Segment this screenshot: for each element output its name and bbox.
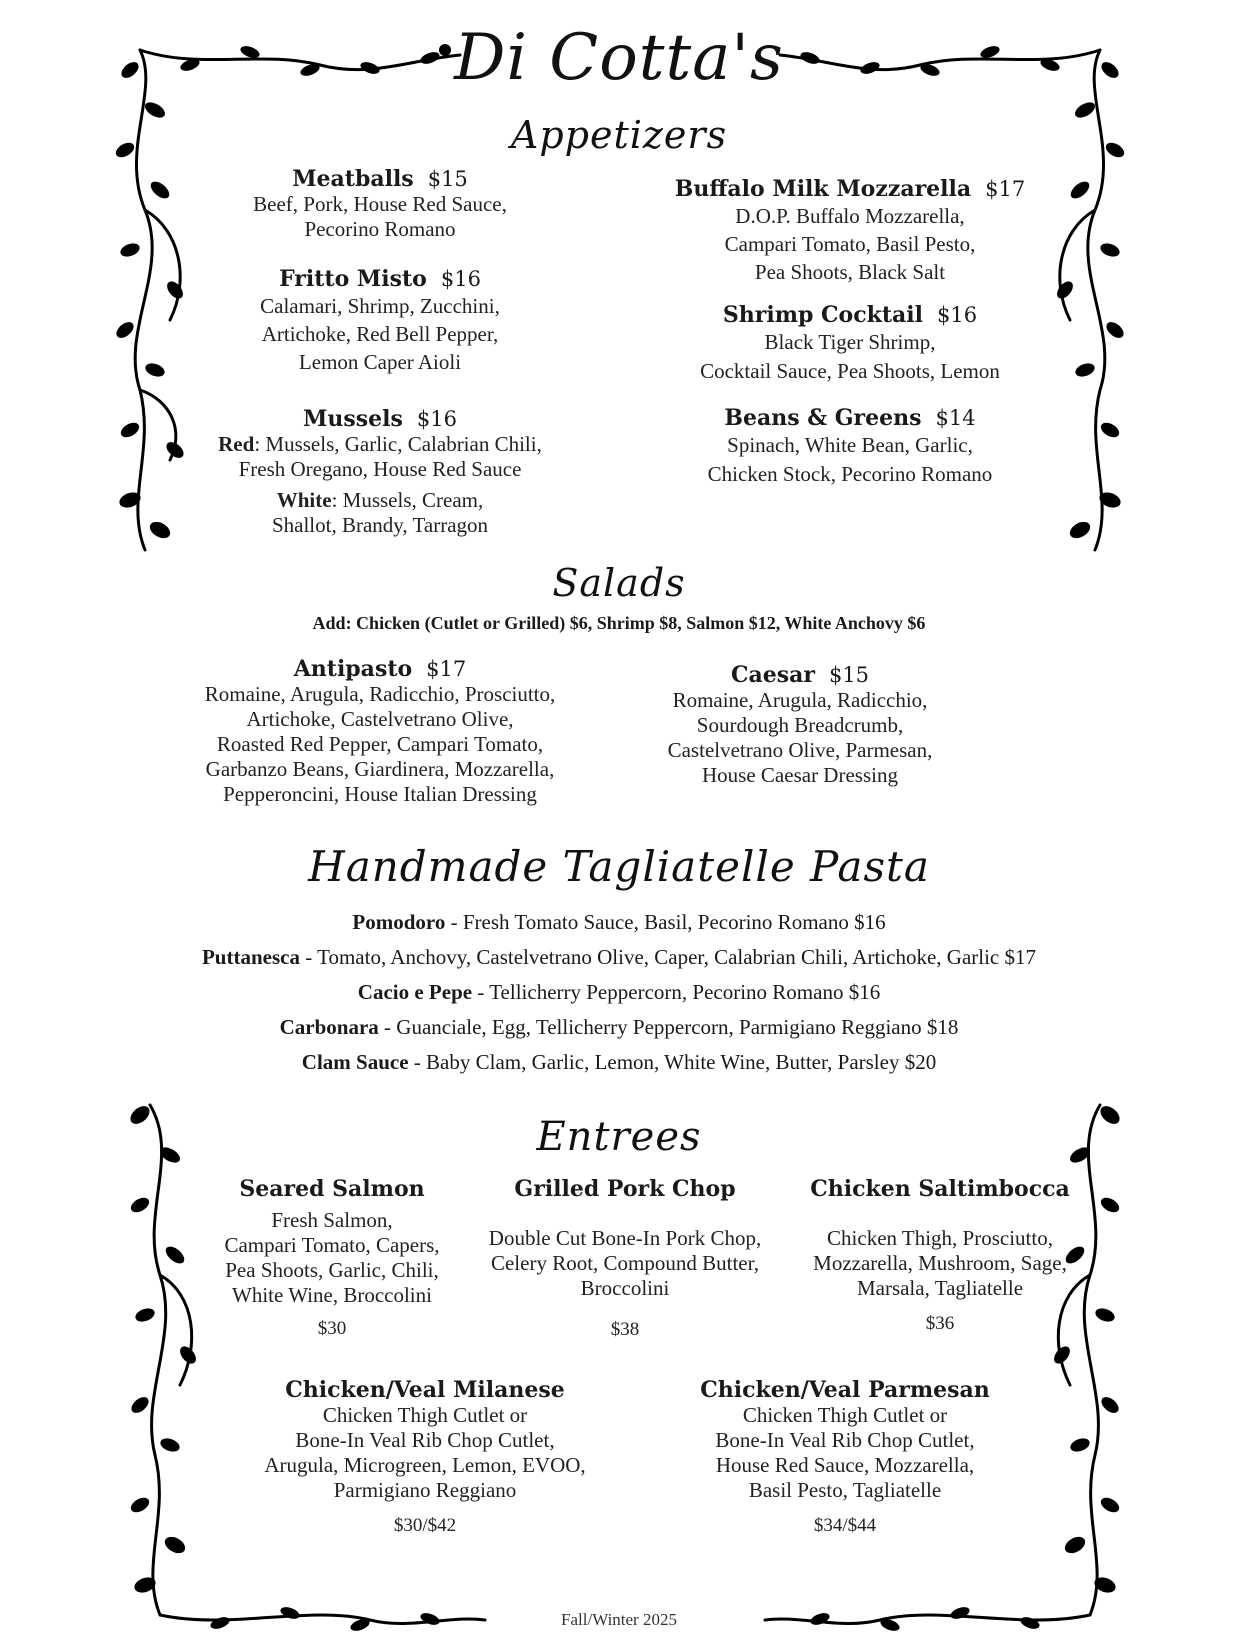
mussels-white-label: White bbox=[276, 488, 332, 512]
item-price: $16 bbox=[440, 267, 481, 291]
item-price: $16 bbox=[416, 407, 457, 431]
item-name: Mussels bbox=[303, 406, 403, 432]
item-desc: Garbanzo Beans, Giardinera, Mozzarella, bbox=[205, 757, 555, 781]
item-desc: Shallot, Brandy, Tarragon bbox=[271, 513, 489, 537]
item-desc: Chicken Thigh Cutlet or bbox=[742, 1403, 948, 1427]
item-desc: Mozzarella, Mushroom, Sage, bbox=[813, 1251, 1067, 1275]
item-desc: Sourdough Breadcrumb, bbox=[696, 713, 904, 737]
item-price: $15 bbox=[427, 167, 468, 191]
appetizer-shrimp-cocktail bbox=[660, 302, 1040, 386]
pasta-item-pomodoro bbox=[0, 910, 1238, 935]
item-price: $36 bbox=[925, 1313, 955, 1334]
item-desc: Chicken Stock, Pecorino Romano bbox=[707, 462, 993, 486]
pasta-item-puttanesca bbox=[0, 945, 1238, 970]
entrees-heading: Entrees bbox=[536, 1114, 702, 1160]
appetizer-meatballs bbox=[200, 166, 560, 242]
item-desc: : Mussels, Cream, bbox=[331, 488, 484, 512]
entree-chicken-veal-milanese bbox=[235, 1377, 615, 1538]
item-desc: Artichoke, Red Bell Pepper, bbox=[261, 322, 499, 346]
item-name: Grilled Pork Chop bbox=[514, 1176, 736, 1202]
item-desc: Beef, Pork, House Red Sauce, bbox=[253, 192, 507, 216]
item-name: Shrimp Cocktail bbox=[722, 302, 923, 328]
pasta-desc: - Fresh Tomato Sauce, Basil, Pecorino Romano $16 bbox=[445, 910, 886, 934]
item-desc: Campari Tomato, Basil Pesto, bbox=[724, 232, 976, 256]
entree-chicken-saltimbocca bbox=[800, 1176, 1080, 1336]
item-desc: House Red Sauce, Mozzarella, bbox=[715, 1453, 975, 1477]
pasta-desc: - Tellicherry Peppercorn, Pecorino Romano $16 bbox=[472, 980, 881, 1004]
pasta-item-carbonara bbox=[0, 1015, 1238, 1040]
item-name: Beans & Greens bbox=[724, 405, 922, 431]
pasta-desc: - Baby Clam, Garlic, Lemon, White Wine, Butter, Parsley $20 bbox=[408, 1050, 937, 1074]
vine-border-bottom-right bbox=[760, 1085, 1140, 1645]
item-name: Antipasto bbox=[293, 656, 413, 682]
item-desc: Chicken Thigh Cutlet or bbox=[322, 1403, 528, 1427]
pasta-item-cacio-e-pepe bbox=[0, 980, 1238, 1005]
pasta-name: Puttanesca bbox=[201, 945, 300, 969]
item-price: $30 bbox=[317, 1318, 347, 1339]
item-price: $14 bbox=[935, 406, 976, 430]
entree-seared-salmon bbox=[200, 1176, 464, 1341]
item-price: $15 bbox=[828, 663, 870, 687]
vine-border-bottom-left bbox=[110, 1085, 490, 1645]
appetizer-mussels bbox=[180, 406, 580, 538]
item-desc: Celery Root, Compound Butter, bbox=[490, 1251, 760, 1275]
pasta-desc: - Tomato, Anchovy, Castelvetrano Olive, Caper, Calabrian Chili, Artichoke, Garlic $17 bbox=[299, 945, 1036, 969]
item-price: $16 bbox=[937, 303, 978, 327]
item-desc: Pea Shoots, Black Salt bbox=[754, 260, 946, 284]
appetizer-fritto-misto bbox=[200, 266, 560, 376]
item-price: $38 bbox=[610, 1319, 640, 1340]
item-desc: Fresh Oregano, House Red Sauce bbox=[238, 457, 522, 481]
item-desc: Black Tiger Shrimp, bbox=[764, 330, 936, 354]
vine-border-top-right bbox=[770, 30, 1140, 570]
item-desc: Bone-In Veal Rib Chop Cutlet, bbox=[715, 1428, 975, 1452]
item-desc: White Wine, Broccolini bbox=[232, 1283, 432, 1307]
item-name: Caesar bbox=[730, 662, 815, 688]
pasta-desc: - Guanciale, Egg, Tellicherry Peppercorn, Parmigiano Reggiano $18 bbox=[378, 1015, 959, 1039]
item-desc: Castelvetrano Olive, Parmesan, bbox=[667, 738, 933, 762]
item-desc: Bone-In Veal Rib Chop Cutlet, bbox=[295, 1428, 555, 1452]
item-desc: Broccolini bbox=[580, 1276, 670, 1300]
salad-antipasto bbox=[160, 656, 600, 807]
item-name: Chicken Saltimbocca bbox=[810, 1176, 1070, 1202]
item-desc: Pecorino Romano bbox=[304, 217, 456, 241]
item-desc: Pea Shoots, Garlic, Chili, bbox=[225, 1258, 439, 1282]
item-desc: Double Cut Bone-In Pork Chop, bbox=[488, 1226, 762, 1250]
mussels-red-label: Red bbox=[218, 432, 255, 456]
restaurant-title: Di Cotta's bbox=[454, 21, 784, 95]
item-name: Chicken/Veal Milanese bbox=[285, 1377, 565, 1403]
pasta-item-clam-sauce bbox=[0, 1050, 1238, 1075]
item-desc: Parmigiano Reggiano bbox=[333, 1478, 517, 1502]
item-name: Seared Salmon bbox=[239, 1176, 425, 1202]
item-desc: Lemon Caper Aioli bbox=[298, 350, 462, 374]
item-name: Buffalo Milk Mozzarella bbox=[674, 176, 972, 202]
appetizer-buffalo-mozzarella bbox=[660, 176, 1040, 286]
item-desc: Arugula, Microgreen, Lemon, EVOO, bbox=[264, 1453, 586, 1477]
item-price: $34/$44 bbox=[813, 1515, 877, 1536]
item-desc: D.O.P. Buffalo Mozzarella, bbox=[735, 204, 965, 228]
item-desc: : Mussels, Garlic, Calabrian Chili, bbox=[254, 432, 542, 456]
item-desc: Cocktail Sauce, Pea Shoots, Lemon bbox=[700, 359, 1000, 383]
item-desc: Campari Tomato, Capers, bbox=[224, 1233, 440, 1257]
item-desc: House Caesar Dressing bbox=[702, 763, 898, 787]
item-name: Chicken/Veal Parmesan bbox=[700, 1377, 990, 1403]
pasta-name: Clam Sauce bbox=[301, 1050, 409, 1074]
item-desc: Artichoke, Castelvetrano Olive, bbox=[246, 707, 514, 731]
season-label: Fall/Winter 2025 bbox=[561, 1610, 677, 1629]
item-desc: Roasted Red Pepper, Campari Tomato, bbox=[216, 732, 544, 756]
item-name: Meatballs bbox=[292, 166, 414, 192]
item-desc: Calamari, Shrimp, Zucchini, bbox=[260, 294, 500, 318]
item-desc: Basil Pesto, Tagliatelle bbox=[748, 1478, 942, 1502]
entree-chicken-veal-parmesan bbox=[665, 1377, 1025, 1538]
pasta-name: Carbonara bbox=[279, 1015, 379, 1039]
pasta-heading: Handmade Tagliatelle Pasta bbox=[308, 842, 930, 891]
salad-caesar bbox=[620, 662, 980, 788]
item-desc: Romaine, Arugula, Radicchio, bbox=[672, 688, 928, 712]
item-desc: Marsala, Tagliatelle bbox=[856, 1276, 1024, 1300]
appetizers-heading: Appetizers bbox=[510, 113, 728, 157]
pasta-name: Pomodoro bbox=[352, 910, 446, 934]
item-price: $17 bbox=[985, 177, 1026, 201]
item-desc: Pepperoncini, House Italian Dressing bbox=[223, 782, 537, 806]
item-desc: Spinach, White Bean, Garlic, bbox=[727, 433, 973, 457]
appetizer-beans-greens bbox=[660, 405, 1040, 489]
item-desc: Fresh Salmon, bbox=[271, 1208, 393, 1232]
pasta-name: Cacio e Pepe bbox=[357, 980, 473, 1004]
item-desc: Chicken Thigh, Prosciutto, bbox=[827, 1226, 1053, 1250]
item-name: Fritto Misto bbox=[279, 266, 427, 292]
item-desc: Romaine, Arugula, Radicchio, Prosciutto, bbox=[204, 682, 556, 706]
salads-addons: Add: Chicken (Cutlet or Grilled) $6, Shrimp $8, Salmon $12, White Anchovy $6 bbox=[312, 613, 926, 633]
item-price: $17 bbox=[426, 657, 467, 681]
entree-grilled-pork-chop bbox=[465, 1176, 785, 1342]
item-price: $30/$42 bbox=[393, 1515, 457, 1536]
salads-heading: Salads bbox=[552, 561, 686, 605]
